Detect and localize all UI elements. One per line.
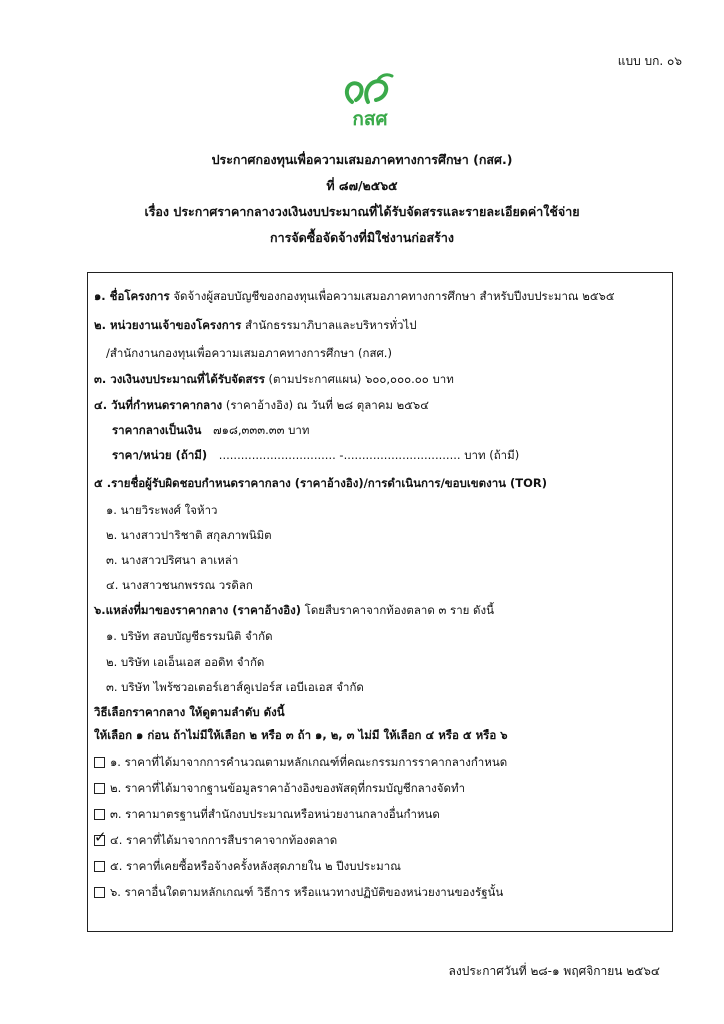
item-label: ๒. หน่วยงานเจ้าของโครงการ <box>94 318 242 332</box>
checkbox-checked[interactable] <box>94 828 107 846</box>
option-label: ๕. ราคาที่เคยซื้อหรือจ้างครั้งหลังสุดภายใน ๒ ปีงบประมาณ <box>110 859 401 873</box>
checkbox[interactable] <box>94 861 105 872</box>
item-value: ๗๑๘,๓๓๓.๓๓ บาท <box>213 423 310 437</box>
item-price-source <box>94 602 494 618</box>
method-title <box>94 704 285 720</box>
item-label: ๖.แหล่งที่มาของราคากลาง (ราคาอ้างอิง) <box>94 603 301 617</box>
checkbox[interactable] <box>94 887 105 898</box>
item-reference-price <box>112 422 309 438</box>
option-row[interactable] <box>94 828 338 848</box>
item-label: ๔. วันที่กำหนดราคากลาง <box>94 398 223 412</box>
method-title-text: วิธีเลือกราคากลาง ให้ดูตามลำดับ ดังนี้ <box>94 705 285 719</box>
item-label: ราคากลางเป็นเงิน <box>112 423 202 437</box>
item-owner-unit-line2: /สำนักงานกองทุนเพื่อความเสมอภาคทางการศึกษา (กสศ.) <box>106 346 392 360</box>
checkbox[interactable] <box>94 757 105 768</box>
item-unit-price <box>112 447 519 463</box>
source-row: ๑. บริษัท สอบบัญชีธรรมนิติ จำกัด <box>106 629 273 643</box>
option-label: ๑. ราคาที่ได้มาจากการคำนวณตามหลักเกณฑ์ที่คณะกรรมการราคากลางกำหนด <box>110 755 508 769</box>
logo-text: กสศ <box>352 108 388 130</box>
option-row[interactable] <box>94 884 503 900</box>
item-value: (ตามประกาศแผน) ๖๐๐,๐๐๐.๐๐ บาท <box>268 372 454 386</box>
announcement-subject-line2: การจัดซื้อจัดจ้างที่มิใช่งานก่อสร้าง <box>270 230 454 245</box>
announcement-number: ที่ ๘๗/๒๕๖๕ <box>326 178 398 193</box>
item-value: จัดจ้างผู้สอบบัญชีของกองทุนเพื่อความเสมอภาคทางการศึกษา สำหรับปีงบประมาณ ๒๕๖๕ <box>173 289 615 303</box>
method-rule-text: ให้เลือก ๑ ก่อน ถ้าไม่มีให้เลือก ๒ หรือ ๓ ถ้า ๑, ๒, ๓ ไม่มี ให้เลือก ๔ หรือ ๕ หรือ ๖ <box>94 728 508 742</box>
item-value: ................................ -................................ บาท (ถ้ามี) <box>218 448 520 462</box>
item-project-name <box>94 288 615 304</box>
check-mark-icon: ✓ <box>94 828 107 846</box>
source-row: ๒. บริษัท เอเอ็นเอส ออดิท จำกัด <box>106 655 265 669</box>
option-label: ๓. ราคามาตรฐานที่สำนักงบประมาณหรือหน่วยงานกลางอื่นกำหนด <box>110 807 440 821</box>
item-label: ราคา/หน่วย (ถ้ามี) <box>112 448 208 462</box>
item-value: สำนักธรรมาภิบาลและบริหารทั่วไป <box>244 318 417 332</box>
item-price-date <box>94 397 429 413</box>
method-rule <box>94 727 508 743</box>
item-label: ๕ .รายชื่อผู้รับผิดชอบกำหนดราคากลาง (ราคาอ้างอิง)/การดำเนินการ/ขอบเขตงาน (TOR) <box>94 476 548 490</box>
person-row: ๓. นางสาวปริศนา ลาเหล่า <box>106 553 239 567</box>
announcement-subject: เรื่อง ประกาศราคากลางวงเงินงบประมาณที่ได้รับจัดสรรและรายละเอียดค่าใช้จ่าย <box>144 204 580 219</box>
person-row: ๔. นางสาวชนกพรรณ วรดิลก <box>106 578 253 592</box>
item-label: ๑. ชื่อโครงการ <box>94 289 170 303</box>
option-row[interactable] <box>94 754 507 770</box>
item-budget <box>94 371 454 387</box>
checkbox[interactable] <box>94 783 105 794</box>
checkbox[interactable] <box>94 809 105 820</box>
person-row: ๒. นางสาวปาริชาติ สกุลภาพนิมิต <box>106 528 272 542</box>
item-value: (ราคาอ้างอิง) ณ วันที่ ๒๘ ตุลาคม ๒๕๖๔ <box>225 398 429 412</box>
option-label: ๔. ราคาที่ได้มาจากการสืบราคาจากท้องตลาด <box>110 833 338 847</box>
item-value: โดยสืบราคาจากท้องตลาด ๓ ราย ดังนี้ <box>304 603 494 617</box>
announcement-title: ประกาศกองทุนเพื่อความเสมอภาคทางการศึกษา (กสศ.) <box>211 152 513 167</box>
option-label: ๖. ราคาอื่นใดตามหลักเกณฑ์ วิธีการ หรือแนวทางปฏิบัติของหน่วยงานของรัฐนั้น <box>110 885 504 899</box>
item-owner-unit <box>94 317 417 333</box>
option-label: ๒. ราคาที่ได้มาจากฐานข้อมูลราคาอ้างอิงของพัสดุที่กรมบัญชีกลางจัดทำ <box>110 781 466 795</box>
option-row[interactable] <box>94 858 401 874</box>
option-row[interactable] <box>94 780 465 796</box>
item-responsible-persons <box>94 475 547 491</box>
form-code: แบบ บก. ๐๖ <box>617 54 682 68</box>
source-row: ๓. บริษัท ไพร้ซวอเตอร์เฮาส์คูเปอร์ส เอบีเอเอส จำกัด <box>106 680 364 694</box>
announcement-date: ลงประกาศวันที่ ๒๘-๑ พฤศจิกายน ๒๕๖๔ <box>448 964 660 978</box>
option-row[interactable] <box>94 806 440 822</box>
item-label: ๓. วงเงินงบประมาณที่ได้รับจัดสรร <box>94 372 265 386</box>
person-row: ๑. นายวิระพงศ์ ใจห้าว <box>106 503 218 517</box>
